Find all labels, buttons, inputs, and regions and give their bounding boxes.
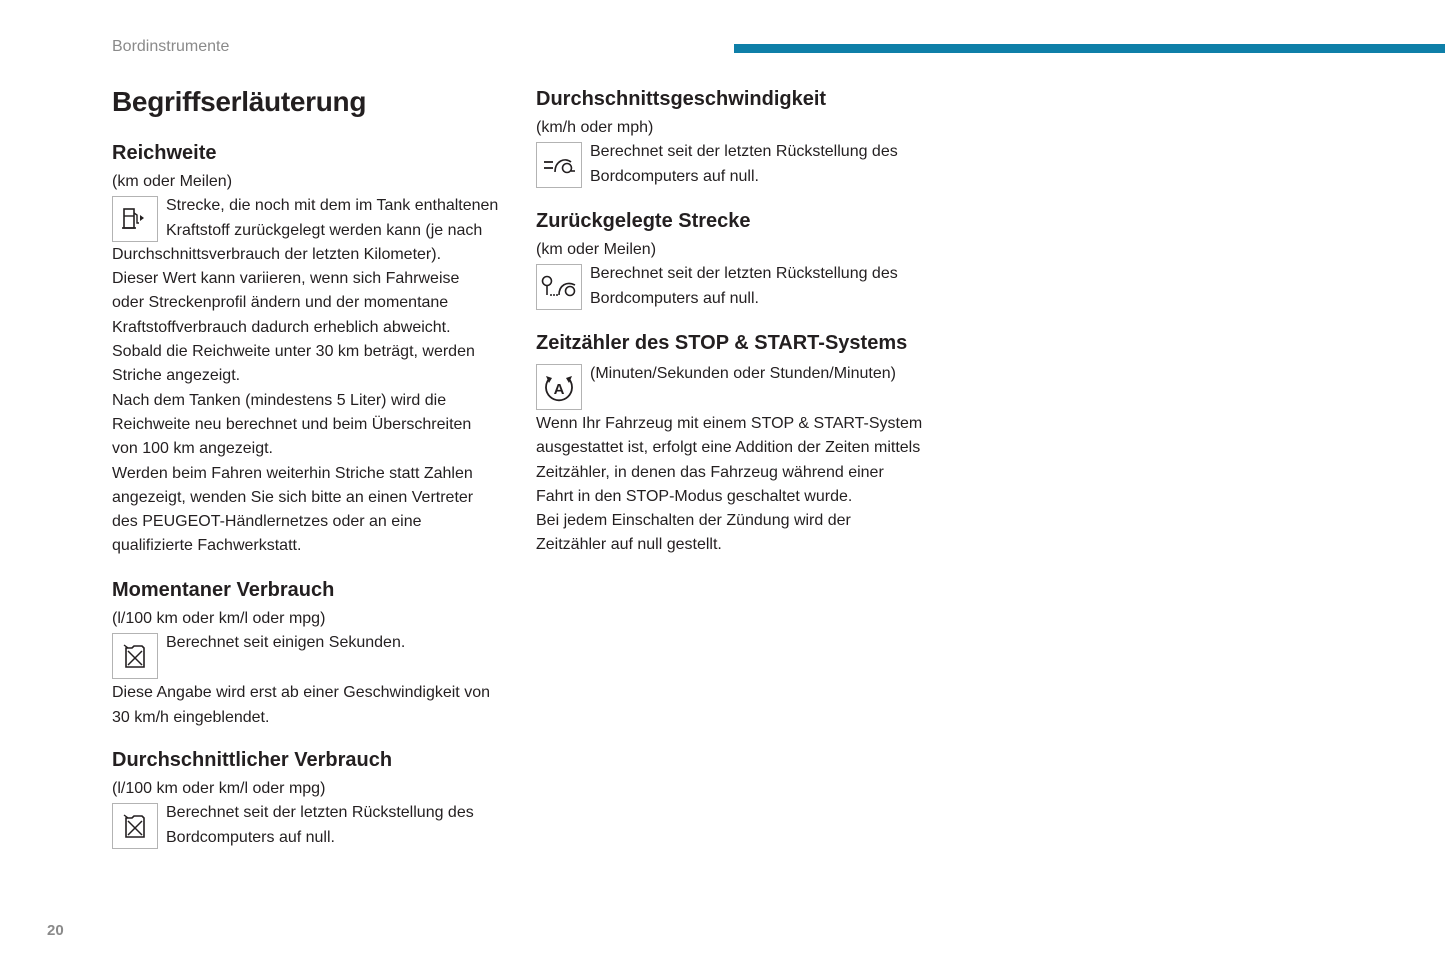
text-line: 30 km/h eingeblendet. [112,708,270,726]
page-title: Begriffserläuterung [112,86,367,117]
section-average-consumption [112,747,512,850]
unit-note: (l/100 km oder km/l oder mpg) [112,610,326,627]
section-distance [536,208,946,311]
text-line: Bordcomputers auf null. [590,289,759,307]
instant-description [112,631,512,730]
fuel-pump-range-icon [112,196,158,242]
stop-start-icon-glyph: A [553,381,565,398]
running-header: Bordinstrumente [112,38,230,55]
range-description [112,194,512,558]
icon-caption: Berechnet seit einigen Sekunden. [166,634,406,652]
text-line: Zeitzähler auf null gestellt. [536,536,722,554]
text-line: Berechnet seit der letzten Rückstellung des [590,265,898,283]
text-line: Berechnet seit der letzten Rückstellung des [166,804,474,822]
text-line: Fahrt in den STOP-Modus geschaltet wurde. [536,487,853,505]
page-number: 20 [47,922,64,939]
header-accent-bar [734,44,1445,53]
text-line: Nach dem Tanken (mindestens 5 Liter) wird die [112,391,447,409]
text-line: Sobald die Reichweite unter 30 km beträgt, werden [112,343,475,361]
text-line: Kraftstoffverbrauch dadurch erheblich abweicht. [112,318,451,336]
text-line: qualifizierte Fachwerkstatt. [112,537,302,555]
section-heading: Zurückgelegte Strecke [536,210,751,232]
section-instant-consumption [112,577,512,730]
distance-travelled-icon [536,264,582,310]
section-stop-start-timer [536,330,946,558]
text-line: Striche angezeigt. [112,367,241,385]
average-speed-icon [536,142,582,188]
text-line: oder Streckenprofil ändern und der momentane [112,294,449,312]
text-line: Bordcomputers auf null. [590,167,759,185]
text-line: Bei jedem Einschalten der Zündung wird der [536,512,851,530]
section-heading: Reichweite [112,142,217,164]
text-line: ausgestattet ist, erfolgt eine Addition der Zeiten mittels [536,439,921,457]
text-line: von 100 km angezeigt. [112,440,273,458]
section-average-speed [536,86,946,189]
text-line: Berechnet seit der letzten Rückstellung des [590,143,898,161]
text-line: Wenn Ihr Fahrzeug mit einem STOP & START-System [536,415,923,432]
text-line: Werden beim Fahren weiterhin Striche statt Zahlen [112,464,473,482]
text-line: Diese Angabe wird erst ab einer Geschwindigkeit von [112,684,490,702]
section-heading: Durchschnittsgeschwindigkeit [536,88,827,110]
section-range [112,140,512,559]
text-line: des PEUGEOT-Händlernetzes oder an eine [112,513,422,531]
text-line: Zeitzähler, in denen das Fahrzeug während einer [536,463,884,481]
distance-description [536,262,946,311]
stop-start-description [536,362,946,558]
section-heading: Zeitzähler des STOP & START-Systems [536,332,908,354]
text-line: Durchschnittsverbrauch der letzten Kilometer). [112,245,442,263]
fuel-can-icon [112,633,158,679]
unit-note: (km oder Meilen) [536,241,657,258]
text-line: Reichweite neu berechnet und beim Überschreiten [112,415,472,433]
unit-note: (Minuten/Sekunden oder Stunden/Minuten) [590,365,896,382]
fuel-can-icon [112,803,158,849]
unit-note: (km oder Meilen) [112,173,233,190]
text-line: Strecke, die noch mit dem im Tank enthaltenen [166,197,499,215]
average-description [112,801,512,850]
stop-start-icon [536,364,582,410]
text-line: Dieser Wert kann variieren, wenn sich Fahrweise [112,270,460,288]
unit-note: (l/100 km oder km/l oder mpg) [112,780,326,797]
average-speed-description [536,140,946,189]
unit-note: (km/h oder mph) [536,119,654,136]
text-line: angezeigt, wenden Sie sich bitte an einen Vertreter [112,488,474,506]
section-heading: Durchschnittlicher Verbrauch [112,749,393,771]
text-line: Bordcomputers auf null. [166,828,335,846]
section-heading: Momentaner Verbrauch [112,579,335,601]
text-line: Kraftstoff zurückgelegt werden kann (je nach [166,221,483,239]
